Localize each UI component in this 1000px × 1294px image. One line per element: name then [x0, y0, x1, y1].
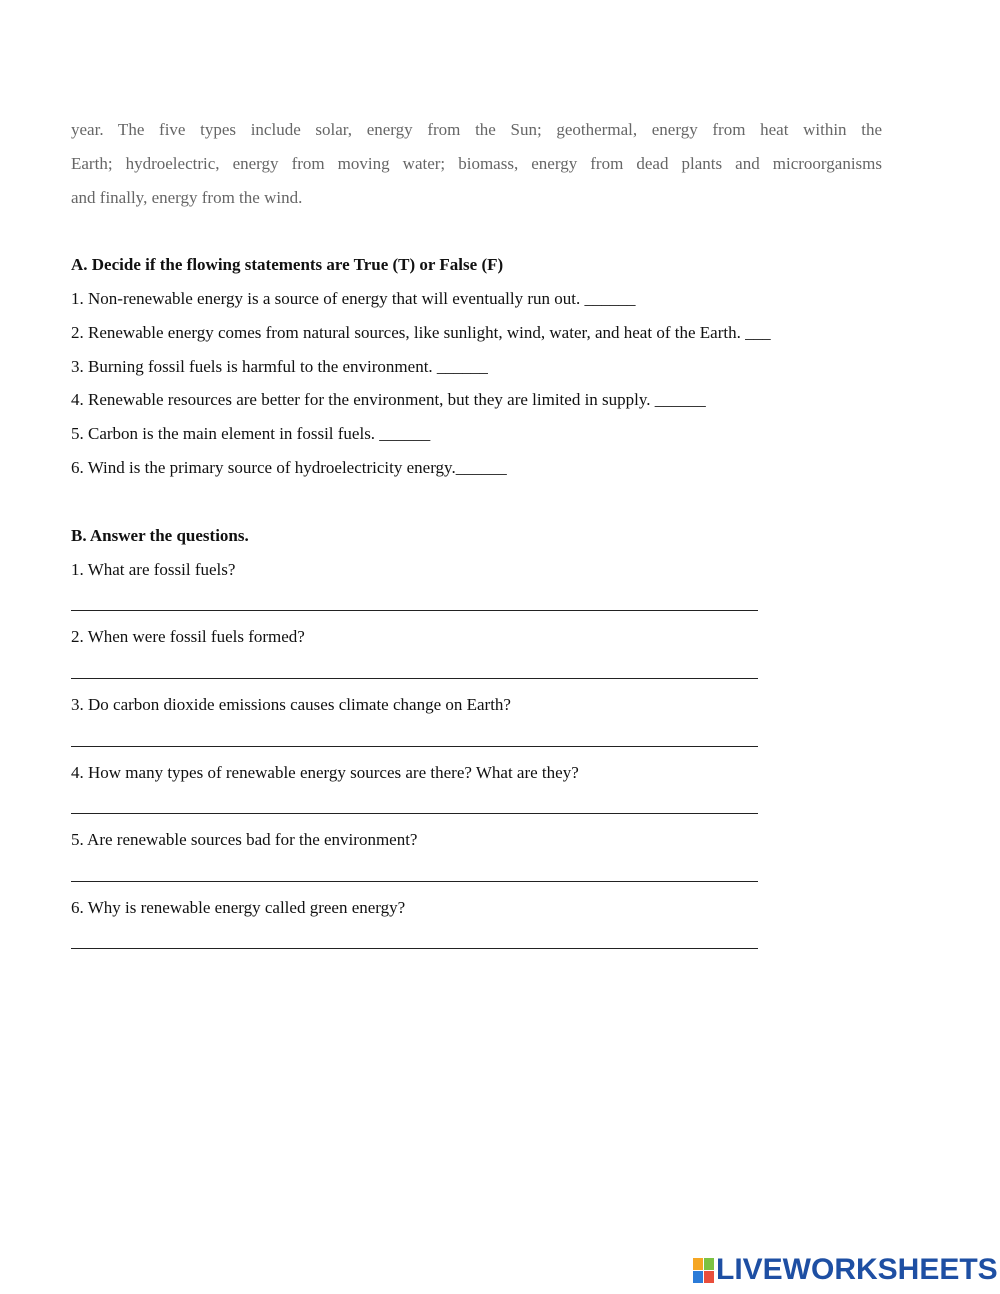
answer-line-5[interactable]: [71, 881, 758, 882]
section-b-title: B. Answer the questions.: [71, 526, 249, 545]
question-3: 3. Do carbon dioxide emissions causes climate change on Earth?: [71, 695, 511, 714]
question-2: 2. When were fossil fuels formed?: [71, 627, 305, 646]
question-1: 1. What are fossil fuels?: [71, 560, 236, 579]
answer-line-4[interactable]: [71, 813, 758, 814]
intro-line-1: year. The five types include solar, energy from the Sun; geothermal, energy from heat within the: [71, 120, 882, 139]
answer-line-6[interactable]: [71, 948, 758, 949]
answer-line-1[interactable]: [71, 610, 758, 611]
statement-6[interactable]: 6. Wind is the primary source of hydroelectricity energy.______: [71, 458, 507, 477]
statement-5[interactable]: 5. Carbon is the main element in fossil fuels. ______: [71, 424, 431, 443]
section-a-title: A. Decide if the flowing statements are True (T) or False (F): [71, 255, 504, 274]
question-5: 5. Are renewable sources bad for the environment?: [71, 830, 418, 849]
logo-square-l: [693, 1258, 703, 1270]
liveworksheets-logo: [693, 1255, 998, 1285]
logo-text: LIVEWORKSHEETS: [716, 1253, 998, 1286]
intro-paragraph: [71, 113, 882, 215]
statement-2[interactable]: 2. Renewable energy comes from natural sources, like sunlight, wind, water, and heat of the Earth. ___: [71, 323, 771, 342]
statement-4[interactable]: 4. Renewable resources are better for the environment, but they are limited in supply. ______: [71, 390, 706, 409]
intro-line-3: and finally, energy from the wind.: [71, 188, 303, 207]
intro-line-2: Earth; hydroelectric, energy from moving water; biomass, energy from dead plants and microorganisms: [71, 154, 882, 173]
logo-square-v: [693, 1271, 703, 1283]
answer-line-2[interactable]: [71, 678, 758, 679]
statement-1[interactable]: 1. Non-renewable energy is a source of energy that will eventually run out. ______: [71, 289, 636, 308]
statement-3[interactable]: 3. Burning fossil fuels is harmful to the environment. ______: [71, 357, 488, 376]
question-6: 6. Why is renewable energy called green energy?: [71, 898, 406, 917]
logo-square-e: [704, 1271, 714, 1283]
answer-line-3[interactable]: [71, 746, 758, 747]
logo-squares-icon: [693, 1258, 714, 1283]
logo-square-i: [704, 1258, 714, 1270]
question-4: 4. How many types of renewable energy sources are there? What are they?: [71, 763, 579, 782]
